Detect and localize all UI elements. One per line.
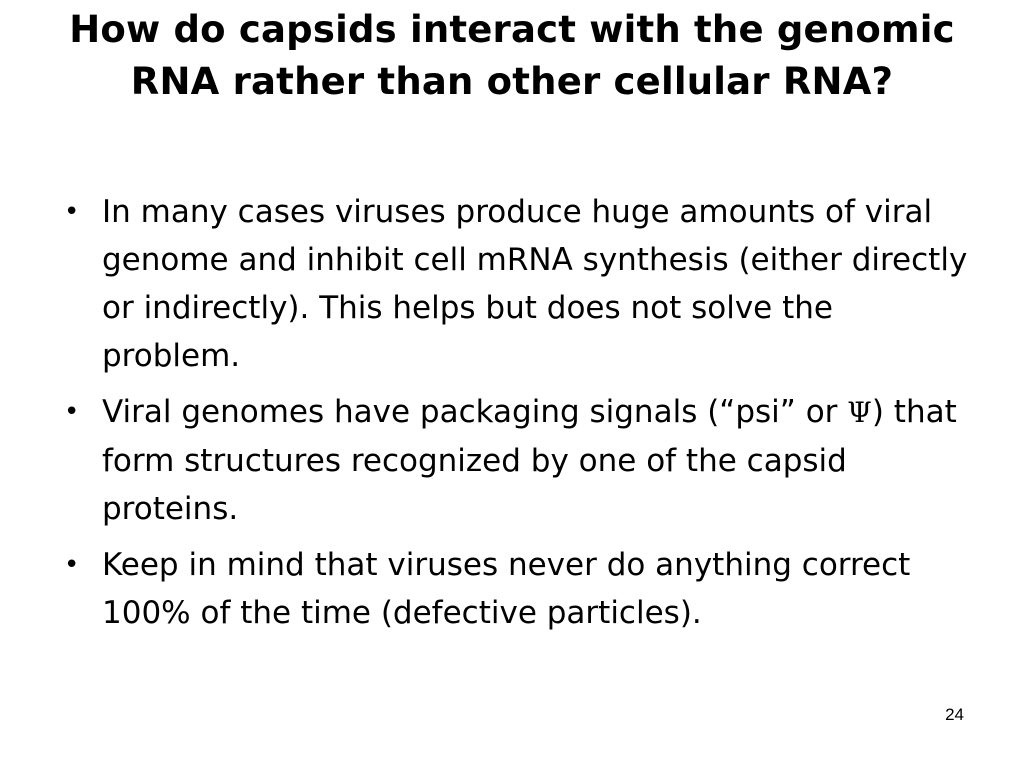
bullet-item [60, 388, 970, 533]
psi-symbol: Ψ [847, 396, 872, 429]
bullet-dot-icon: • [64, 397, 80, 427]
bullet-text-part: ) that form structures recognized by one of the capsid proteins. [102, 394, 957, 527]
slide-number: 24 [945, 705, 964, 724]
bullet-text: Keep in mind that viruses never do anything correct 100% of the time (defective particles). [102, 547, 911, 631]
bullet-list [60, 188, 970, 645]
bullet-dot-icon: • [64, 197, 80, 227]
bullet-text: In many cases viruses produce huge amounts of viral genome and inhibit cell mRNA synthesis (either directly or indirectly). This helps but does not solve the problem. [102, 194, 968, 374]
bullet-item [60, 188, 970, 380]
bullet-item [60, 541, 970, 637]
bullet-dot-icon: • [64, 550, 80, 580]
slide-title: How do capsids interact with the genomic RNA rather than other cellular RNA? [69, 8, 955, 103]
bullet-text-part: Viral genomes have packaging signals (“psi” or [102, 394, 848, 430]
